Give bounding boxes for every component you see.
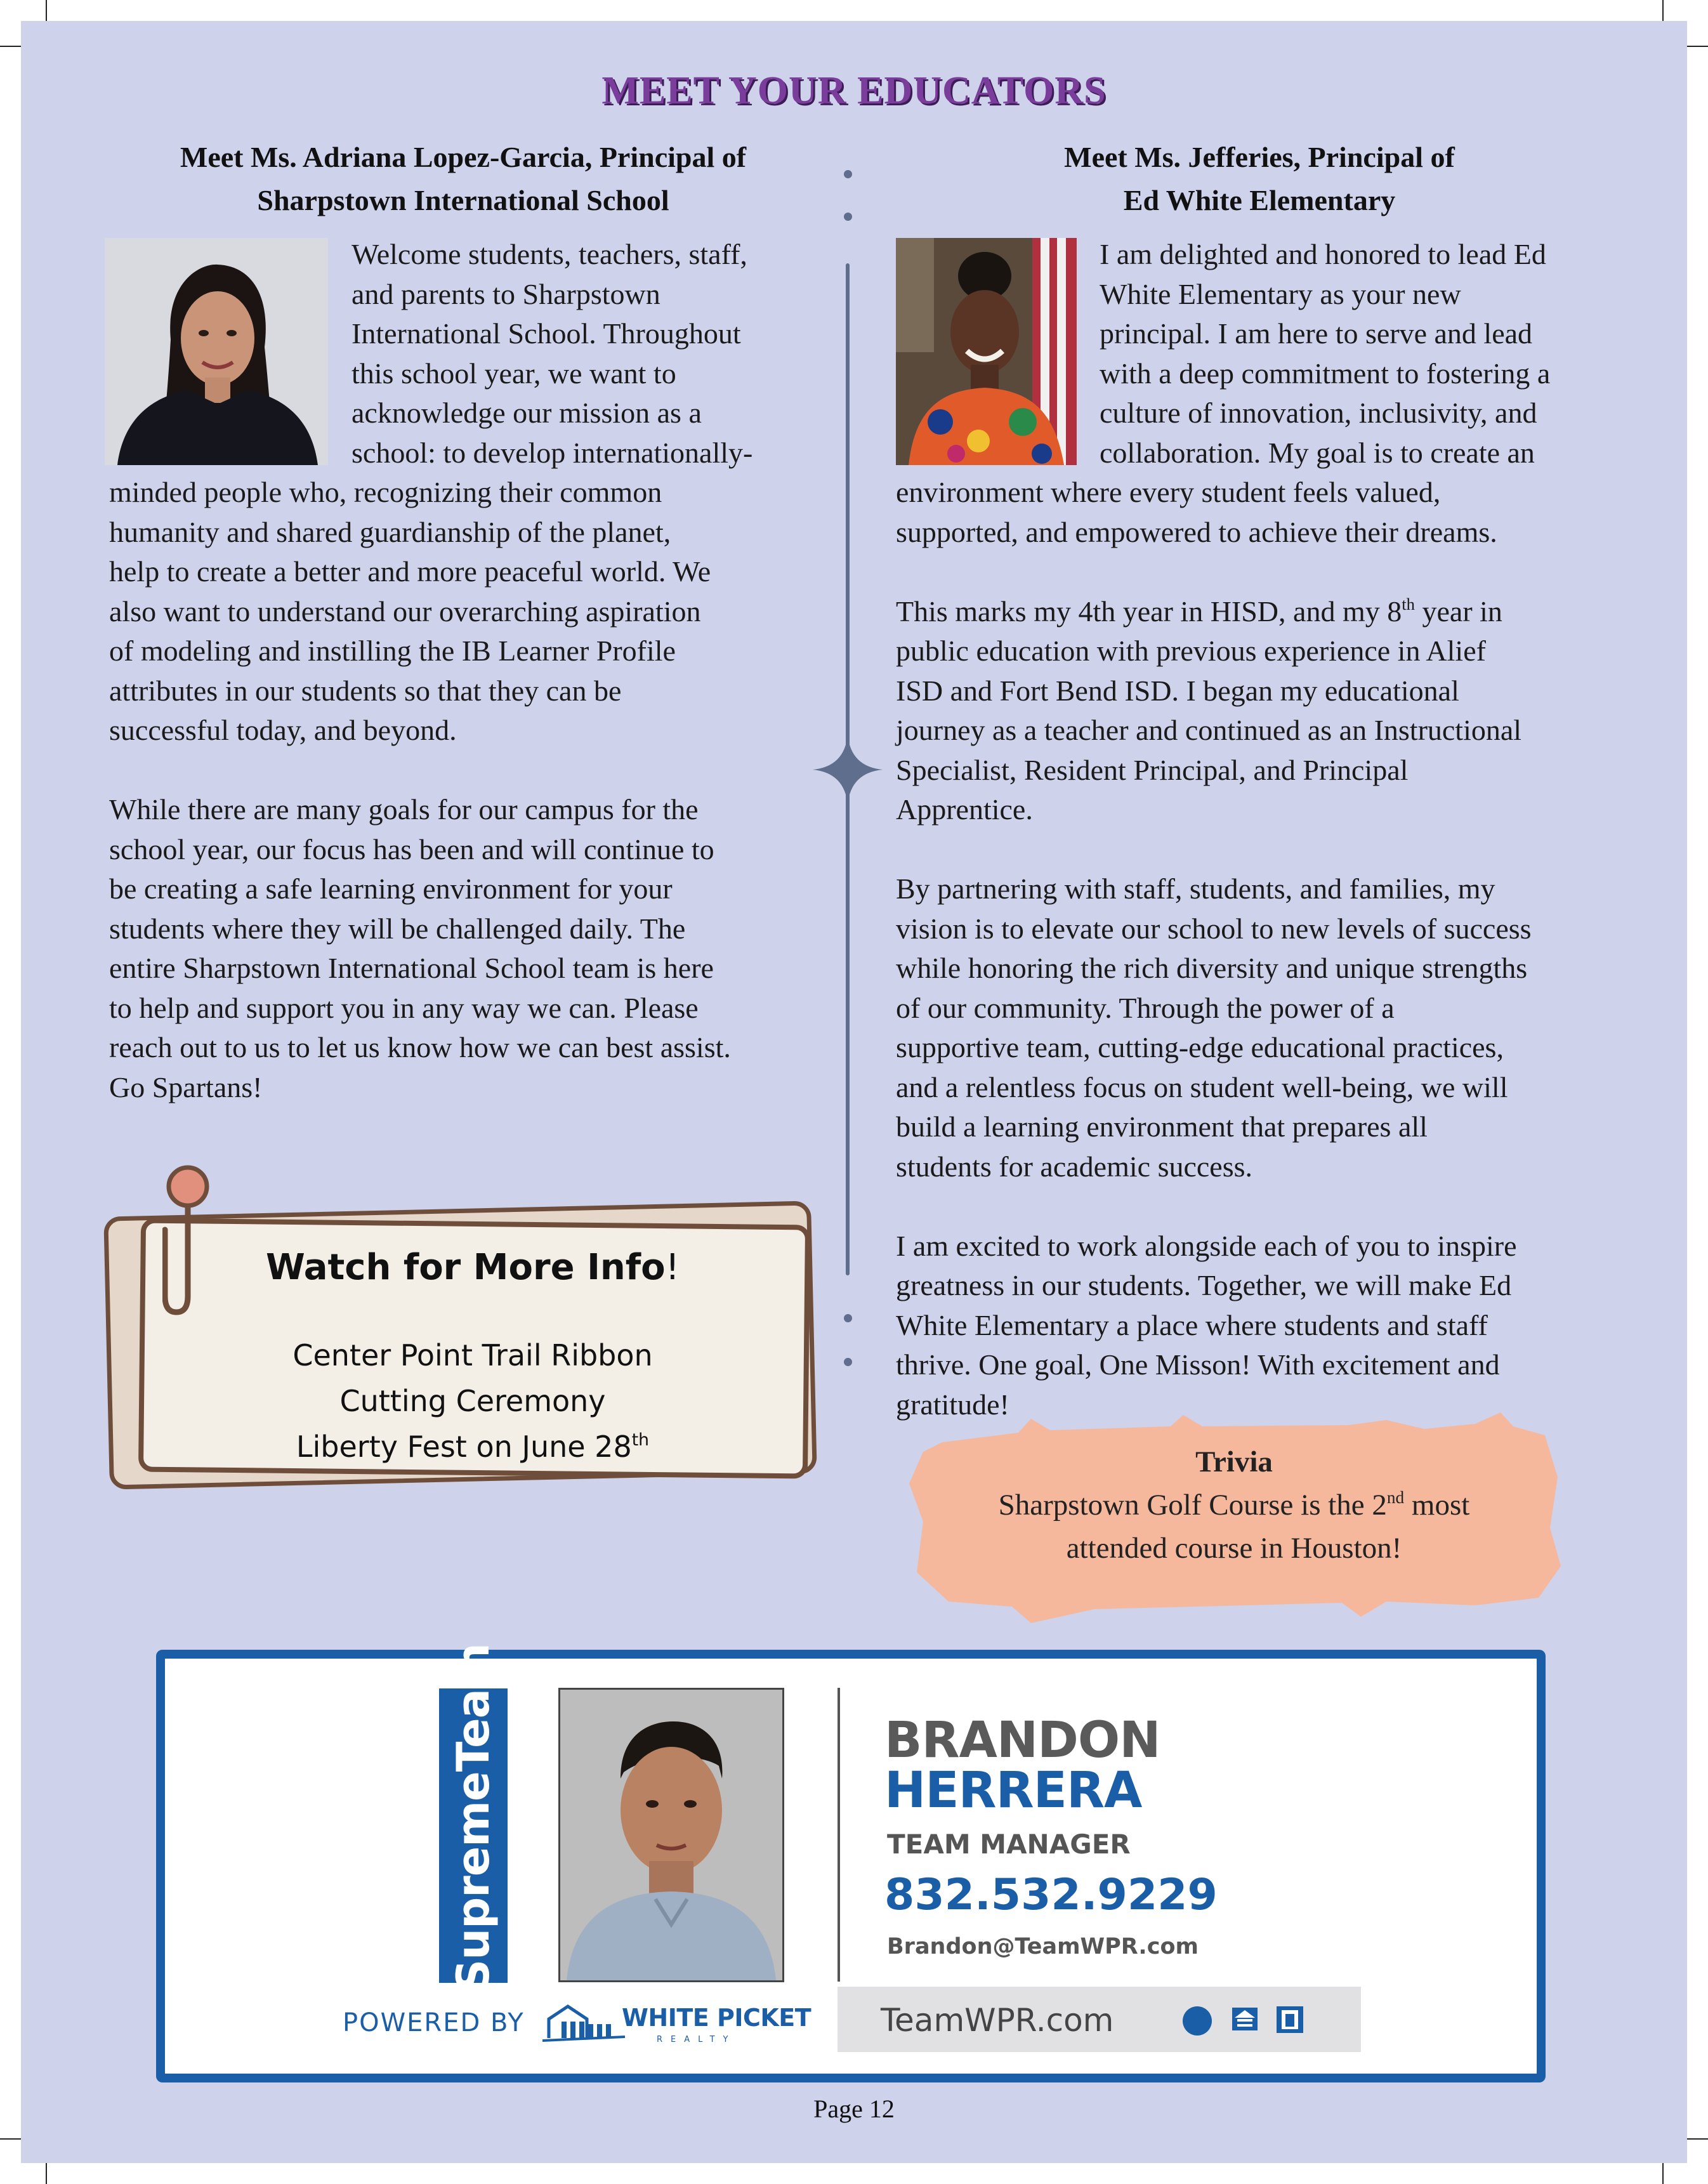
text-line: supportive team, cutting-edge educational practices,: [896, 1031, 1504, 1063]
note-line: Center Point Trail Ribbon: [292, 1338, 653, 1372]
trivia-line: [901, 1483, 1567, 1527]
right-heading-line: Ed White Elementary: [1123, 184, 1396, 216]
agent-email[interactable]: Brandon@TeamWPR.com: [887, 1934, 1199, 1959]
text-line: students for academic success.: [896, 1150, 1253, 1183]
realtor-badges-icon: [1181, 2004, 1308, 2038]
text-line: I am delighted and honored to lead Ed: [1100, 238, 1546, 270]
text-line: this school year, we want to: [351, 357, 676, 390]
principal-jefferies-photo: [896, 238, 1077, 465]
text-line: minded people who, recognizing their common: [109, 476, 662, 508]
note-line: Cutting Ceremony: [339, 1384, 606, 1418]
trivia-line: attended course in Houston!: [1066, 1532, 1402, 1565]
agent-role: TEAM MANAGER: [887, 1829, 1131, 1860]
note-title-mark: !: [665, 1247, 680, 1288]
divider-dot: [844, 1358, 852, 1366]
note-title-text: Watch for More Info: [265, 1247, 666, 1288]
agent-last-name: HERRERA: [884, 1762, 1142, 1819]
text-line: principal. I am here to serve and lead: [1100, 317, 1533, 350]
text-line: greatness in our students. Together, we will make Ed: [896, 1269, 1512, 1301]
text-line: and a relentless focus on student well-being, we will: [896, 1070, 1508, 1103]
note-title: [146, 1247, 799, 1288]
superscript: th: [631, 1430, 650, 1451]
divider-dot: [844, 213, 852, 221]
trivia-text: Sharpstown Golf Course is the 2: [998, 1489, 1387, 1522]
text-line: Go Spartans!: [109, 1070, 263, 1103]
text-line: of our community. Through the power of a: [896, 991, 1395, 1024]
superscript: nd: [1386, 1487, 1405, 1507]
text-line: humanity and shared guardianship of the planet,: [109, 515, 671, 548]
text-line: Welcome students, teachers, staff,: [351, 238, 747, 270]
ad-separator: [838, 1688, 840, 1982]
crop-mark: [1662, 0, 1664, 23]
left-article: [351, 235, 752, 473]
text-line: help to create a better and more peaceful world. We: [109, 555, 711, 588]
right-article-cont: [896, 473, 1532, 1424]
divider-dot: [844, 1314, 852, 1322]
left-heading-line: Meet Ms. Adriana Lopez-Garcia, Principal of: [180, 141, 747, 173]
text-line: White Elementary as your new: [1100, 277, 1461, 310]
brokerage-name: WHITE PICKET: [622, 2004, 811, 2032]
hashtag-text: #SupremeTeam: [447, 1643, 499, 2028]
text-line: successful today, and beyond.: [109, 714, 457, 746]
agent-photo: [558, 1688, 784, 1982]
text-line: of modeling and instilling the IB Learner Profile: [109, 635, 676, 667]
agent-first-name: BRANDON: [884, 1712, 1160, 1769]
text-span: year in: [1414, 595, 1502, 628]
text-line: school: to develop internationally-: [351, 436, 753, 469]
text-line: collaboration. My goal is to create an: [1100, 436, 1535, 469]
text-line: [896, 592, 1532, 632]
white-picket-logo-icon: [542, 2000, 625, 2044]
text-line: While there are many goals for our campus for the: [109, 793, 699, 826]
text-line: I am excited to work alongside each of you to inspire: [896, 1229, 1517, 1262]
crop-mark: [46, 2161, 47, 2184]
text-line: and parents to Sharpstown: [351, 277, 660, 310]
text-line: Apprentice.: [896, 793, 1033, 826]
text-line: White Elementary a place where students and staff: [896, 1308, 1488, 1341]
text-line: culture of innovation, inclusivity, and: [1100, 397, 1537, 429]
text-line: acknowledge our mission as a: [351, 397, 702, 429]
text-line: International School. Throughout: [351, 317, 741, 350]
crop-mark: [1685, 46, 1708, 47]
text-line: public education with previous experience in Alief: [896, 635, 1486, 667]
crop-mark: [46, 0, 47, 23]
text-line: build a learning environment that prepares all: [896, 1110, 1428, 1143]
text-line: ISD and Fort Bend ISD. I began my educational: [896, 674, 1459, 707]
text-line: vision is to elevate our school to new levels of success: [896, 912, 1532, 945]
crop-mark: [0, 2138, 23, 2140]
trivia-text: most: [1404, 1489, 1470, 1522]
brokerage-sub: REALTY: [657, 2035, 737, 2044]
note-body: [146, 1332, 799, 1470]
trivia-title: Trivia: [1195, 1445, 1273, 1478]
text-line: be creating a safe learning environment for your: [109, 872, 673, 905]
website-link[interactable]: TeamWPR.com: [881, 2002, 1114, 2039]
text-line: also want to understand our overarching aspiration: [109, 595, 701, 628]
trivia-box: [901, 1440, 1567, 1570]
text-span: This marks my 4th year in HISD, and my 8: [896, 595, 1402, 628]
paperclip-icon: [162, 1160, 213, 1319]
text-line: By partnering with staff, students, and families, my: [896, 872, 1495, 905]
page-number: Page 12: [813, 2095, 895, 2123]
right-heading-line: Meet Ms. Jefferies, Principal of: [1064, 141, 1455, 173]
left-heading: [95, 136, 831, 222]
divider-dot: [844, 170, 852, 178]
text-line: gratitude!: [896, 1388, 1009, 1421]
text-line: entire Sharpstown International School team is here: [109, 952, 714, 984]
text-line: reach out to us to let us know how we can best assist.: [109, 1031, 731, 1063]
agent-phone[interactable]: 832.532.9229: [884, 1870, 1218, 1920]
divider-star-icon: [813, 735, 883, 805]
superscript: th: [1402, 594, 1415, 614]
text-line: thrive. One goal, One Misson! With excitement and: [896, 1348, 1500, 1381]
powered-by-label: POWERED BY: [343, 2008, 525, 2037]
left-article-cont: [109, 473, 731, 1107]
text-line: attributes in our students so that they can be: [109, 674, 622, 707]
crop-mark: [1685, 2138, 1708, 2140]
note-line: [146, 1424, 799, 1470]
text-line: journey as a teacher and continued as an Instructional: [896, 714, 1522, 746]
crop-mark: [0, 46, 23, 47]
text-line: while honoring the rich diversity and unique strengths: [896, 952, 1528, 984]
note-line-text: Liberty Fest on June 28: [296, 1430, 632, 1464]
crop-mark: [1662, 2161, 1664, 2184]
masthead-title: MEET YOUR EDUCATORS: [601, 69, 1107, 112]
principal-lopez-garcia-photo: [105, 238, 328, 465]
text-line: environment where every student feels valued,: [896, 476, 1441, 508]
text-line: students where they will be challenged daily. The: [109, 912, 686, 945]
text-line: supported, and empowered to achieve their dreams.: [896, 515, 1497, 548]
text-line: Specialist, Resident Principal, and Principal: [896, 753, 1409, 786]
right-heading: [888, 136, 1631, 222]
text-line: school year, our focus has been and will continue to: [109, 832, 714, 865]
left-heading-line: Sharpstown International School: [257, 184, 669, 216]
text-line: with a deep commitment to fostering a: [1100, 357, 1551, 390]
text-line: to help and support you in any way we can. Please: [109, 991, 699, 1024]
right-article: [1100, 235, 1550, 473]
